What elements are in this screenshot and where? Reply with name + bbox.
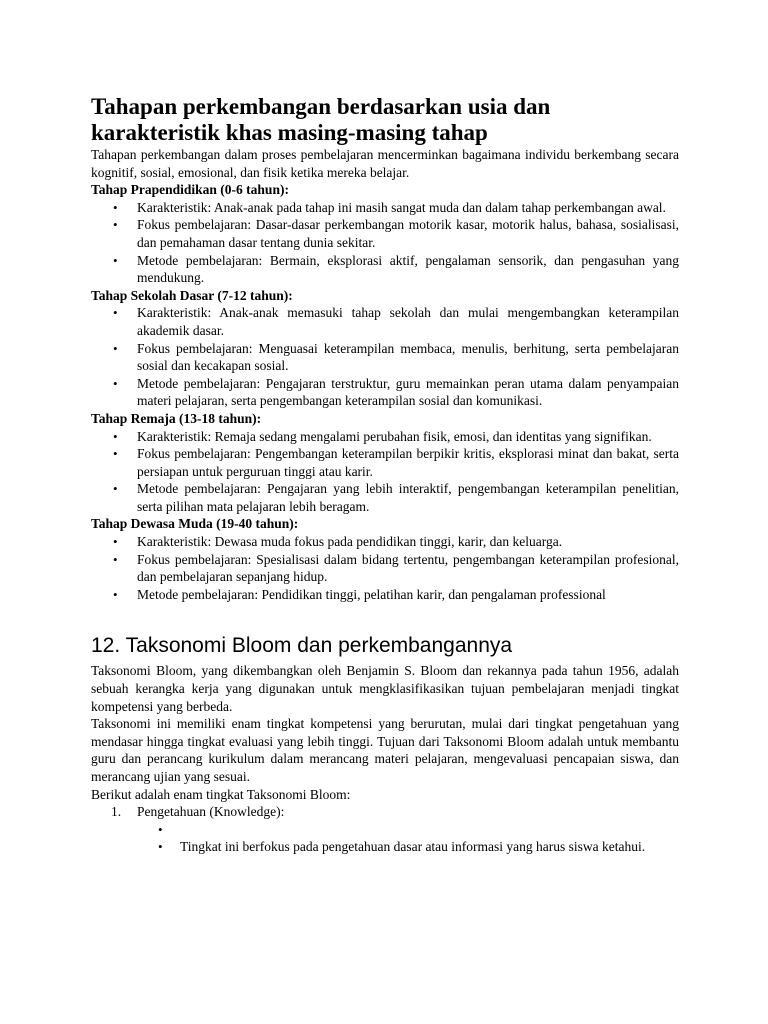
bullet-icon: •: [113, 551, 118, 567]
list-item-text: Metode pembelajaran: Pendidikan tinggi, pelatihan karir, dan pengalaman professional: [137, 586, 606, 602]
stage-heading: Tahap Remaja (13-18 tahun):: [91, 410, 262, 426]
section-heading: 12. Taksonomi Bloom dan perkembangannya: [91, 634, 513, 658]
list-item: [91, 551, 679, 586]
bullet-icon: •: [113, 305, 118, 321]
bullet-icon: •: [158, 839, 163, 855]
list-item-text: Fokus pembelajaran: Menguasai keterampilan membaca, menulis, berhitung, serta pembelajaran sosial dan kecakapan sosial.: [137, 340, 679, 374]
list-item-text: Metode pembelajaran: Bermain, eksplorasi aktif, pengalaman sensorik, dan pengasuhan yang mendukung.: [137, 252, 679, 286]
stage-heading: Tahap Prapendidikan (0-6 tahun):: [91, 182, 289, 198]
list-item: [91, 586, 679, 604]
list-item: [91, 216, 679, 251]
bullet-icon: •: [113, 340, 118, 356]
bullet-icon: •: [113, 199, 118, 215]
bullet-icon: •: [113, 252, 118, 268]
list-item-text: Metode pembelajaran: Pengajaran terstruktur, guru memainkan peran utama dalam penyampaian materi pelajaran, serta pengembangan keterampilan sosial dan komunikasi.: [137, 375, 679, 409]
list-item-text: Karakteristik: Remaja sedang mengalami perubahan fisik, emosi, dan identitas yang signifikan.: [137, 428, 652, 444]
bullet-list: [91, 533, 679, 603]
list-item: [91, 480, 679, 515]
stage-dewasa-muda: [91, 515, 679, 603]
list-item: [91, 375, 679, 410]
list-item-text: Karakteristik: Anak-anak pada tahap ini masih sangat muda dan dalam tahap perkembangan awal.: [137, 199, 666, 215]
stage-prapendidikan: [91, 181, 679, 287]
list-item-text: Karakteristik: Anak-anak memasuki tahap sekolah dan mulai mengembangkan keterampilan akademik dasar.: [137, 305, 679, 338]
list-item-text: Pengetahuan (Knowledge):: [137, 804, 285, 820]
bullet-list: [91, 304, 679, 410]
bullet-icon: •: [113, 446, 118, 462]
bullet-icon: •: [113, 586, 118, 602]
list-item-text: Karakteristik: Dewasa muda fokus pada pendidikan tinggi, karir, dan keluarga.: [137, 534, 563, 550]
body-paragraph: Taksonomi ini memiliki enam tingkat kompetensi yang berurutan, mulai dari tingkat pengetahuan yang mendasar hingga tingkat evaluasi yang lebih tinggi. Tujuan dari Taksonomi Bloom adalah untuk membantu guru dan perancang kurikulum dalam merancang materi pelajaran, mengevaluasi pencapaian siswa, dan merancang ujian yang sesuai.: [91, 716, 679, 784]
list-item-text: Metode pembelajaran: Pengajaran yang lebih interaktif, pengembangan keterampilan penelitian, serta pilihan mata pelajaran lebih beragam.: [137, 481, 679, 514]
intro-paragraph: Tahapan perkembangan dalam proses pembelajaran mencerminkan bagaimana individu berkembang secara kognitif, sosial, emosional, dan fisik ketika mereka belajar.: [91, 147, 679, 180]
bullet-icon: •: [113, 481, 118, 497]
list-item: [91, 252, 679, 287]
list-item: [91, 340, 679, 375]
list-item: [91, 803, 679, 821]
bullet-list: [91, 428, 679, 516]
list-item: [91, 199, 679, 217]
stage-heading: Tahap Sekolah Dasar (7-12 tahun):: [91, 287, 293, 303]
list-item: [91, 304, 679, 339]
bullet-icon: •: [113, 534, 118, 550]
list-item-text: Fokus pembelajaran: Spesialisasi dalam bidang tertentu, pengembangan keterampilan profesional, dan pembelajaran sepanjang hidup.: [137, 551, 679, 585]
list-item: [91, 445, 679, 480]
list-item: [91, 533, 679, 551]
bullet-icon: •: [158, 821, 163, 837]
list-number: 1.: [111, 804, 122, 820]
sub-bullet-list: [91, 821, 679, 856]
page-title: Tahapan perkembangan berdasarkan usia dan karakteristik khas masing-masing tahap: [91, 94, 551, 145]
stage-heading: Tahap Dewasa Muda (19-40 tahun):: [91, 516, 299, 532]
stage-sekolah-dasar: [91, 287, 679, 410]
body-paragraph: Taksonomi Bloom, yang dikembangkan oleh Benjamin S. Bloom dan rekannya pada tahun 1956, adalah sebuah kerangka kerja yang digunakan untuk mengklasifikasikan tujuan pembelajaran menjadi tingkat kompetensi yang berbeda.: [91, 663, 679, 714]
bullet-list: [91, 199, 679, 287]
numbered-list: [91, 803, 679, 821]
bullet-icon: •: [113, 217, 118, 233]
list-item: [91, 838, 679, 856]
list-item: [91, 428, 679, 446]
list-item-text: Fokus pembelajaran: Pengembangan keterampilan berpikir kritis, eksplorasi minat dan bakat, serta persiapan untuk perguruan tinggi atau karir.: [137, 446, 679, 479]
bullet-icon: •: [113, 428, 118, 444]
bullet-icon: •: [113, 375, 118, 391]
list-item: [91, 821, 679, 839]
list-item-text: Fokus pembelajaran: Dasar-dasar perkembangan motorik kasar, motorik halus, bahasa, sosialisasi, dan pemahaman dasar tentang dunia sekitar.: [137, 217, 679, 250]
body-paragraph: Berikut adalah enam tingkat Taksonomi Bloom:: [91, 786, 351, 802]
stage-remaja: [91, 410, 679, 516]
list-item-text: Tingkat ini berfokus pada pengetahuan dasar atau informasi yang harus siswa ketahui.: [180, 839, 646, 855]
